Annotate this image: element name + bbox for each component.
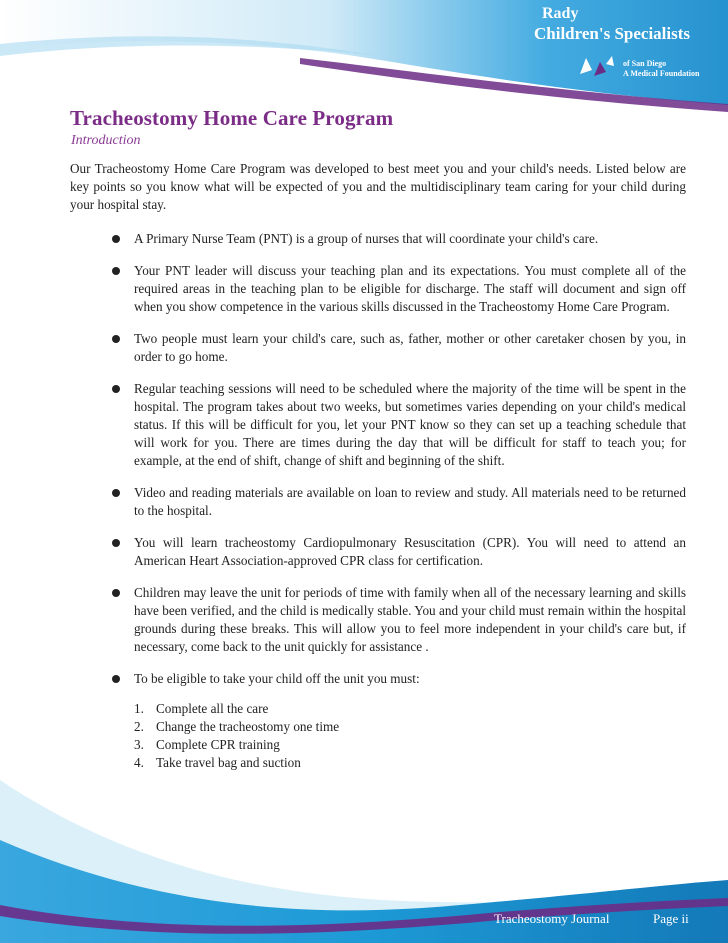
rady-childrens-logo[interactable] [532,4,728,82]
list-item-text: A Primary Nurse Team (PNT) is a group of nurses that will coordinate your child's care. [134,231,599,246]
list-item [112,230,686,248]
list-item-text: Video and reading materials are available on loan to review and study. All materials need to be returned to the hospital. [134,485,686,518]
step-number: 1. [134,701,144,716]
bullet-icon [112,539,120,547]
footer-page-number: Page ii [653,911,689,926]
bullet-icon [112,489,120,497]
list-item [112,534,686,570]
step-number: 2. [134,719,144,734]
bullet-icon [112,235,120,243]
step-item [134,736,686,754]
step-text: Take travel bag and suction [156,755,301,770]
step-item [134,718,686,736]
logo-line-of-san-diego: of San Diego [623,59,667,68]
kite-icon [576,54,616,80]
step-text: Complete CPR training [156,737,280,752]
step-item [134,700,686,718]
step-text: Complete all the care [156,701,269,716]
bullet-icon [112,675,120,683]
logo-line-rady: Rady [542,5,579,22]
list-item [112,670,686,772]
section-subtitle: Introduction [71,133,141,148]
bullet-icon [112,267,120,275]
list-item [112,380,686,470]
list-item [112,330,686,366]
intro-paragraph: Our Tracheostomy Home Care Program was developed to best meet you and your child's needs. Listed below are key points so you know what will be expected of you and the multidisciplinary team caring for your child during your hospital stay. [70,161,686,212]
list-item-text: Your PNT leader will discuss your teaching plan and its expectations. You must complete all of the required areas in the teaching plan to be eligible for discharge. The staff will document and sign off when you show competence in the various skills discussed in the Tracheostomy Home Care Program. [134,263,686,314]
list-item-text: Children may leave the unit for periods of time with family when all of the necessary learning and skills have been verified, and the child is medically stable. You and your child must remain within the hospital grounds during these breaks. This will allow you to feel more independent in your child's care but, if necessary, come back to the unit quickly for assistance . [134,585,686,654]
logo-line-childrens-specialists: Children's Specialists [534,24,691,43]
list-item-text: You will learn tracheostomy Cardiopulmonary Resuscitation (CPR). You will need to attend an American Heart Association-approved CPR class for certification. [134,535,686,568]
step-number: 4. [134,755,144,770]
list-item-text: To be eligible to take your child off the unit you must: [134,671,420,686]
bullet-icon [112,385,120,393]
step-item [134,754,686,772]
eligibility-steps [134,700,686,772]
bullet-icon [112,335,120,343]
step-number: 3. [134,737,144,752]
key-points-list [112,230,686,786]
list-item [112,484,686,520]
step-text: Change the tracheostomy one time [156,719,340,734]
list-item-text: Regular teaching sessions will need to be scheduled where the majority of the time will be spent in the hospital. The program takes about two weeks, but sometimes varies depending on your child's medical status. If this will be difficult for you, let your PNT know so they can set up a teaching schedule that will work for you. There are times during the day that will be difficult for staff to teach you; for example, at the end of shift, change of shift and beginning of the shift. [134,381,686,468]
page-title: Tracheostomy Home Care Program [70,106,394,130]
bullet-icon [112,589,120,597]
footer-journal-title: Tracheostomy Journal [494,911,610,926]
logo-line-medical-foundation: A Medical Foundation [623,69,700,78]
list-item [112,262,686,316]
list-item [112,584,686,656]
list-item-text: Two people must learn your child's care, such as, father, mother or other caretaker chosen by you, in order to go home. [134,331,686,364]
